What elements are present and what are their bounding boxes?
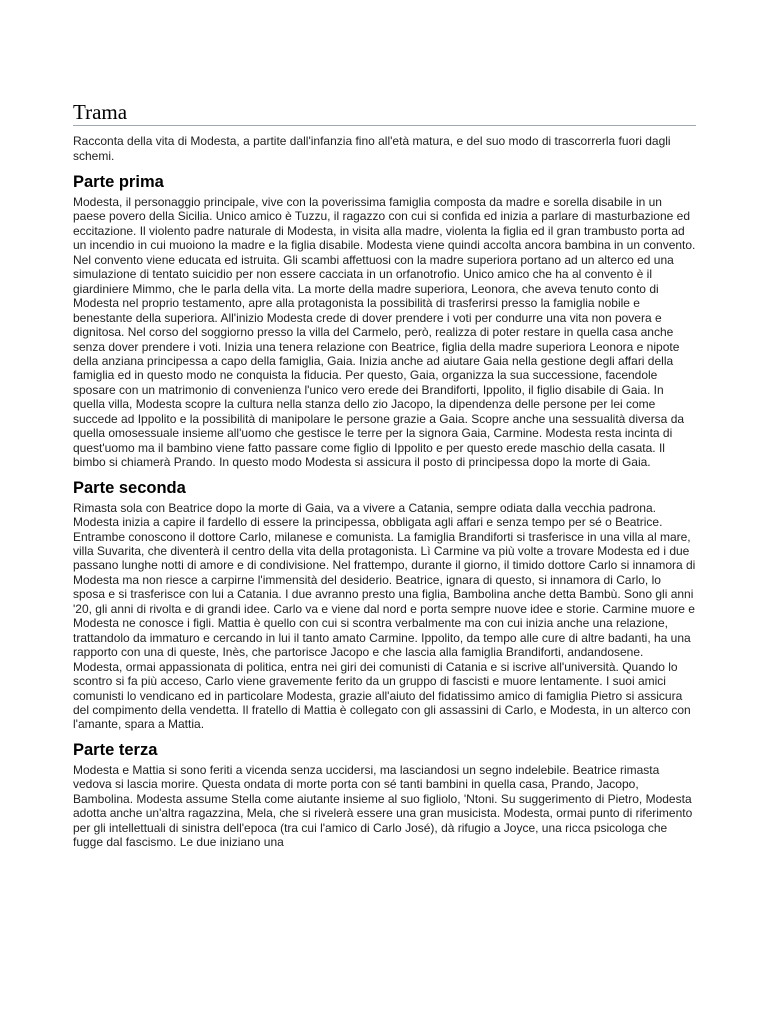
paragraph-parte-prima: Modesta, il personaggio principale, vive con la poverissima famiglia composta da madre e sorella disabile in un paese povero della Sicilia. Unico amico è Tuzzu, il ragazzo con cui si confida ed inizia a parlare di masturbazione ed eccitazione. Il violento padre naturale di Modesta, in visita alla madre, violenta la figlia ed il gran trambusto porta ad un incendio in cui muoiono la madre e la figlia disabile. Modesta viene quindi accolta ancora bambina in un convento. Nel convento viene educata ed istruita. Gli scambi affettuosi con la madre superiora portano ad un alterco ed una simulazione di tentato suicidio per non essere cacciata in un orfanotrofio. Unico amico che ha al convento è il giardiniere Mimmo, che le parla della vita. La morte della madre superiora, Leonora, che aveva tenuto conto di Modesta nel proprio testamento, apre alla protagonista la possibilità di trasferirsi presso la famiglia nobile e benestante della superiora. All'inizio Modesta crede di dover prendere i voti per condurre una vita non povera e dignitosa. Nel corso del soggiorno presso la villa del Carmelo, però, realizza di poter restare in quella casa anche senza dover prendere i voti. Inizia una tenera relazione con Beatrice, figlia della madre superiora Leonora e nipote della anziana principessa a capo della famiglia, Gaia. Inizia anche ad aiutare Gaia nella gestione degli affari della famiglia ed in questo modo ne conquista la fiducia. Per questo, Gaia, organizza la sua successione, facendole sposare con un matrimonio di convenienza l'unico vero erede dei Brandiforti, Ippolito, il figlio disabile di Gaia. In quella villa, Modesta scopre la cultura nella stanza dello zio Jacopo, la dipendenza delle persone per lei come succede ad Ippolito e la possibilità di manipolare le persone grazie a Gaia. Scopre anche una sessualità diversa da quella omosessuale insieme all'uomo che gestisce le terre per la signora Gaia, Carmine. Modesta resta incinta di quest'uomo ma il bambino viene fatto passare come figlio di Ippolito e per questo erede maschio della casata. Il bimbo si chiamerà Prando. In questo modo Modesta si assicura il posto di principessa dopo la morte di Gaia.	[73, 195, 696, 470]
subsection-heading-parte-terza: Parte terza	[73, 740, 158, 759]
subsection-heading-parte-seconda: Parte seconda	[73, 478, 186, 497]
paragraph-parte-seconda: Rimasta sola con Beatrice dopo la morte di Gaia, va a vivere a Catania, sempre odiata dalla vecchia padrona. Modesta inizia a capire il fardello di essere la principessa, obbligata agli affari e senza tempo per sé o Beatrice. Entrambe conoscono il dottore Carlo, milanese e comunista. La famiglia Brandiforti si trasferisce in una villa al mare, villa Suvarita, che diventerà il centro della vita della protagonista. Lì Carmine va più volte a trovare Modesta ed i due passano lunghe notti di amore e di condivisione. Nel frattempo, durante il giorno, il timido dottore Carlo si innamora di Modesta ma non riesce a carpirne l'immensità del desiderio. Beatrice, ignara di questo, si innamora di Carlo, lo sposa e si trasferisce con lui a Catania. I due avranno presto una figlia, Bambolina anche detta Bambù. Sono gli anni '20, gli anni di rivolta e di grandi idee. Carlo va e viene dal nord e porta sempre nuove idee e storie. Carmine muore e Modesta ne conosce i figli. Mattia è quello con cui si scontra verbalmente ma con cui inizia anche una relazione, trattandolo da immaturo e cercando in lui il tanto amato Carmine. Ippolito, da tempo alle cure di altre badanti, ha una rapporto con una di queste, Inès, che partorisce Jacopo e che lascia alla famiglia Brandiforti, andandosene. Modesta, ormai appassionata di politica, entra nei giri dei comunisti di Catania e si iscrive all'università. Quando lo scontro si fa più acceso, Carlo viene gravemente ferito da un gruppo di fascisti e muore lentamente. I suoi amici comunisti lo vendicano ed in particolare Modesta, grazie all'aiuto del fidatissimo amico di famiglia Pietro si assicura del compimento della vendetta. Il fratello di Mattia è collegato con gli assassini di Carlo, e Modesta, in un alterco con l'amante, spara a Mattia.	[73, 500, 696, 732]
intro-paragraph: Racconta della vita di Modesta, a partite dall'infanzia fino all'età matura, e del suo modo di trascorrerla fuori dagli schemi.	[73, 134, 671, 163]
subsection-heading-parte-prima: Parte prima	[73, 173, 164, 191]
paragraph-parte-terza: Modesta e Mattia si sono feriti a vicenda senza uccidersi, ma lasciandosi un segno indelebile. Beatrice rimasta vedova si lascia morire. Questa ondata di morte porta con sé tanti bambini in quella casa, Prando, Jacopo, Bambolina. Modesta assume Stella come aiutante insieme al suo figliolo, 'Ntoni. Su suggerimento di Pietro, Modesta adotta anche un'altra ragazzina, Mela, che si rivelerà essere una gran musicista. Modesta, ormai punto di riferimento per gli intellettuali di sinistra dell'epoca (tra cui l'amico di Carlo José), dà rifugio a Joyce, una ricca psicologa che fugge dal fascismo. Le due iniziano una	[73, 762, 693, 850]
section-title: Trama	[73, 100, 696, 126]
